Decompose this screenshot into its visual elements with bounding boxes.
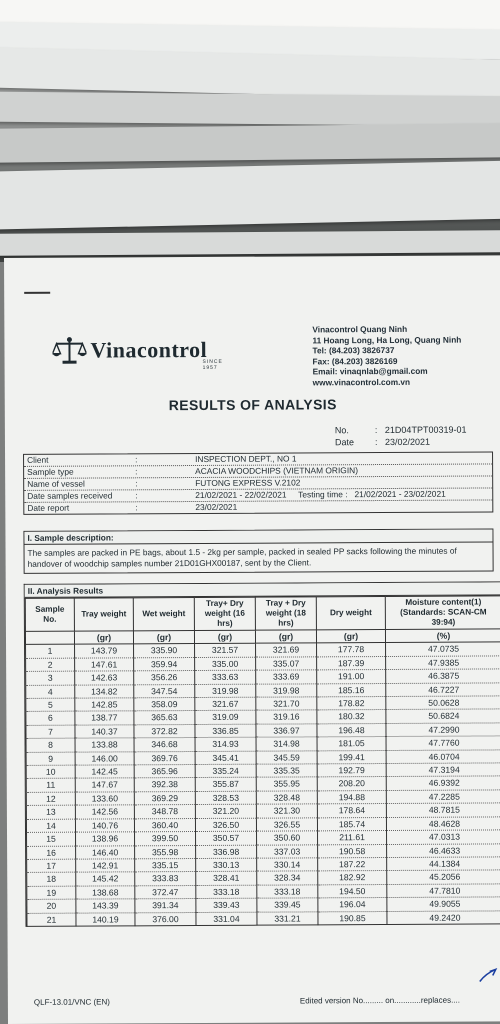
background-sheet [0,92,500,127]
table-cell: 14 [26,819,75,833]
table-cell: 372.82 [134,724,195,738]
sample-description-section [23,528,493,573]
lab-tel: Tel: (84.203) 3826737 [312,344,395,356]
table-cell: 321.67 [195,697,256,711]
colon: : [135,466,138,477]
unit-cell [25,631,74,645]
table-cell: 339.43 [196,898,257,912]
table-cell: 147.61 [75,658,134,672]
vessel-value: FUTONG EXPRESS V.2102 [195,477,301,489]
col-wet-weight: Wet weight [133,598,194,631]
table-cell: 336.98 [196,845,257,859]
page-title: RESULTS OF ANALYSIS [168,396,337,414]
table-cell: 182.92 [318,871,387,885]
table-cell: 190.85 [318,911,387,925]
lab-street: 11 Hoang Long, Ha Long, Quang Ninh [312,334,462,345]
table-cell: 12 [26,792,75,806]
colon: : [135,490,138,501]
table-cell: 399.50 [135,832,196,846]
col-tray-dry-18: Tray + Dry weight (18 hrs) [255,597,316,630]
table-cell: 326.55 [256,818,317,832]
lab-website: www.vinacontrol.com.vn [312,376,411,387]
table-cell: 350.57 [196,831,257,845]
table-cell: 326.50 [195,818,256,832]
table-cell: 48.4628 [386,817,500,831]
table-cell: 369.29 [134,791,195,805]
report-meta [335,424,467,449]
report-date-value: 23/02/2021 [195,501,238,513]
table-cell: 18 [27,872,76,886]
unit-cell: (gr) [74,631,133,645]
table-cell: 178.64 [317,804,386,818]
table-cell: 47.2285 [386,790,500,804]
table-cell: 138.68 [76,886,135,900]
table-cell: 190.58 [318,844,387,858]
table-cell: 196.04 [318,898,387,912]
table-cell: 328.53 [195,791,256,805]
table-cell: 392.38 [134,778,195,792]
table-cell: 134.82 [75,684,134,698]
table-cell: 355.95 [256,777,317,791]
table-cell: 147.67 [75,778,134,792]
table-cell: 185.74 [317,817,386,831]
table-cell: 47.0735 [386,642,500,656]
table-cell: 319.98 [256,683,317,697]
table-cell: 187.22 [318,857,387,871]
table-cell: 391.34 [135,899,196,913]
table-cell: 328.48 [256,791,317,805]
table-cell: 146.00 [75,751,134,765]
table-cell: 47.9385 [386,656,500,670]
results-table [25,595,500,926]
colon: : [374,437,378,448]
table-cell: 335.07 [256,657,317,671]
table-cell: 365.96 [134,765,195,779]
table-cell: 376.00 [135,912,196,926]
table-cell: 181.05 [317,737,386,751]
report-no-value: 21D04TPT00319-01 [384,424,467,436]
table-cell: 319.09 [195,711,256,725]
table-cell: 44.1384 [387,857,500,871]
section-heading: II. Analysis Results [25,582,500,597]
logo-wordmark: Vinacontrol [90,336,208,363]
unit-cell: (gr) [316,630,385,644]
table-cell: 50.6824 [386,709,500,723]
report-date-value: 23/02/2021 [384,436,431,448]
table-cell: 21 [27,913,76,927]
report-no-label: No. [334,425,349,436]
table-cell: 356.26 [134,671,195,685]
table-cell: 321.20 [195,804,256,818]
background-sheet [0,123,500,163]
table-row [27,910,500,926]
colon: : [135,454,138,465]
table-cell: 145.42 [76,872,135,886]
table-cell: 339.45 [257,898,318,912]
client-label: Client [27,454,49,465]
scales-logo-icon [52,336,86,366]
table-cell: 333.83 [135,872,196,886]
table-cell: 2 [26,658,75,672]
table-cell: 20 [27,899,76,913]
table-cell: 345.41 [195,751,256,765]
report-date-label: Date [334,437,355,448]
table-cell: 9 [26,752,75,766]
table-cell: 46.0704 [386,750,500,764]
unit-cell: (gr) [194,630,255,644]
table-cell: 335.24 [195,764,256,778]
table-cell: 337.03 [257,844,318,858]
table-cell: 330.13 [196,858,257,872]
table-cell: 13 [26,805,75,819]
table-cell: 347.54 [134,684,195,698]
table-cell: 47.7810 [387,884,500,898]
lab-email: Email: vinaqnlab@gmail.com [312,365,428,377]
table-cell: 335.90 [134,644,195,658]
table-cell: 133.88 [75,738,134,752]
table-cell: 358.09 [134,698,195,712]
testing-value: 21/02/2021 - 23/02/2021 [354,488,446,500]
sample-info-table [23,451,493,514]
table-cell: 49.2420 [387,910,500,924]
table-cell: 10 [26,765,75,779]
table-cell: 331.21 [257,911,318,925]
table-cell: 321.57 [195,644,256,658]
background-sheet [0,160,500,229]
table-cell: 194.50 [318,884,387,898]
analysis-results-section [24,581,500,926]
ink-mark-icon [478,967,498,983]
analysis-report-document [4,255,500,1024]
pen-mark [24,292,50,294]
table-cell: 355.98 [135,845,196,859]
table-cell: 45.2056 [387,870,500,884]
table-cell: 328.41 [196,871,257,885]
results-table-body [26,642,500,926]
lab-name: Vinacontrol Quang Ninh [312,323,408,335]
table-cell: 321.70 [256,697,317,711]
paper-stack [0,0,500,262]
edited-version-note: Edited version No......... on............replaces.... [299,995,460,1006]
table-cell: 191.00 [317,670,386,684]
table-cell: 359.94 [134,657,195,671]
logo-since: SINCE 1957 [202,358,223,371]
table-cell: 140.37 [75,725,134,739]
table-cell: 360.40 [134,818,195,832]
table-cell: 138.77 [75,711,134,725]
table-cell: 185.16 [317,683,386,697]
table-cell: 48.7815 [386,803,500,817]
table-cell: 142.45 [75,765,134,779]
table-cell: 321.69 [256,643,317,657]
table-cell: 7 [26,725,75,739]
table-cell: 50.0628 [386,696,500,710]
table-cell: 321.30 [256,804,317,818]
colon: : [374,425,378,436]
table-cell: 8 [26,738,75,752]
colon: : [135,478,138,489]
table-cell: 336.97 [256,724,317,738]
table-cell: 208.20 [317,777,386,791]
table-cell: 314.93 [195,737,256,751]
table-cell: 328.34 [257,871,318,885]
table-cell: 199.41 [317,750,386,764]
table-cell: 17 [27,859,76,873]
table-cell: 46.4633 [387,843,500,857]
table-cell: 143.39 [76,899,135,913]
received-label: Date samples received [27,490,113,501]
vinacontrol-logo [52,335,223,371]
table-cell: 365.63 [134,711,195,725]
col-tray-weight: Tray weight [74,598,133,631]
table-cell: 192.79 [317,764,386,778]
received-value: 21/02/2021 - 22/02/2021 [195,489,287,501]
sample-type-value: ACACIA WOODCHIPS (VIETNAM ORIGIN) [195,465,359,477]
table-cell: 4 [26,685,75,699]
client-value: INSPECTION DEPT., NO 1 [195,453,297,465]
table-cell: 177.78 [317,643,386,657]
table-cell: 47.2990 [386,723,500,737]
table-cell: 333.63 [195,670,256,684]
lab-address-block [312,324,461,388]
table-cell: 142.56 [75,805,134,819]
table-cell: 133.60 [75,792,134,806]
table-cell: 187.39 [317,656,386,670]
table-cell: 211.61 [318,831,387,845]
sample-description-text: The samples are packed in PE bags, about 1.5 - 2kg per sample, packed in sealed PP sacks following the minutes of handover of woodchip samples number 21D01GHX00187, sent by the Client. [27,545,457,569]
table-cell: 319.16 [256,710,317,724]
table-cell: 1 [26,645,75,659]
table-cell: 180.32 [317,710,386,724]
table-cell: 46.3875 [386,669,500,683]
table-cell: 335.35 [256,764,317,778]
table-cell: 140.19 [76,912,135,926]
table-cell: 314.98 [256,737,317,751]
table-cell: 16 [27,846,76,860]
form-code: QLF-13.01/VNC (EN) [33,997,110,1007]
table-cell: 350.60 [257,831,318,845]
table-cell: 346.68 [134,738,195,752]
table-cell: 142.63 [75,671,134,685]
table-cell: 140.76 [75,819,134,833]
table-cell: 348.78 [134,805,195,819]
table-cell: 372.47 [135,885,196,899]
table-cell: 355.87 [195,778,256,792]
col-moisture-content: Moisture content(1) (Standards: SCAN-CM 39:94) [385,596,500,630]
report-date-label: Date report [27,502,70,513]
table-cell: 319.98 [195,684,256,698]
table-cell: 46.7227 [386,683,500,697]
table-cell: 47.0313 [387,830,500,844]
col-tray-dry-16: Tray+ Dry weight (16 hrs) [194,597,255,630]
colon: : [135,502,138,513]
info-row-report-date [24,500,492,513]
col-dry-weight: Dry weight [316,597,385,630]
table-cell: 333.69 [256,670,317,684]
table-cell: 146.40 [76,845,135,859]
table-cell: 3 [26,671,75,685]
unit-cell: (gr) [133,631,194,645]
unit-cell: (gr) [255,630,316,644]
table-cell: 11 [26,779,75,793]
table-cell: 196.48 [317,723,386,737]
background-sheet [0,230,500,256]
table-cell: 331.04 [196,912,257,926]
table-cell: 5 [26,698,75,712]
col-sample-no: Sample No. [25,598,74,631]
table-cell: 194.88 [317,790,386,804]
table-cell: 138.96 [76,832,135,846]
section-heading: I. Sample description: [24,529,492,544]
table-cell: 143.79 [75,644,134,658]
table-cell: 47.7760 [386,736,500,750]
table-cell: 15 [27,832,76,846]
testing-label: Testing time : [298,489,348,500]
table-cell: 335.15 [135,858,196,872]
table-cell: 142.91 [76,859,135,873]
sample-type-label: Sample type [27,466,74,477]
table-cell: 142.85 [75,698,134,712]
table-cell: 336.85 [195,724,256,738]
unit-cell: (%) [385,629,500,643]
table-cell: 178.82 [317,697,386,711]
table-cell: 369.76 [134,751,195,765]
table-cell: 19 [27,886,76,900]
table-cell: 330.14 [257,858,318,872]
table-header-row [25,596,500,631]
table-cell: 46.9392 [386,776,500,790]
lab-fax: Fax: (84.203) 3826169 [312,355,398,366]
vessel-label: Name of vessel [27,478,85,489]
table-cell: 6 [26,712,75,726]
table-cell: 333.18 [196,885,257,899]
table-cell: 335.00 [195,657,256,671]
table-cell: 49.9055 [387,897,500,911]
table-cell: 345.59 [256,751,317,765]
table-cell: 47.3194 [386,763,500,777]
table-cell: 333.18 [257,885,318,899]
